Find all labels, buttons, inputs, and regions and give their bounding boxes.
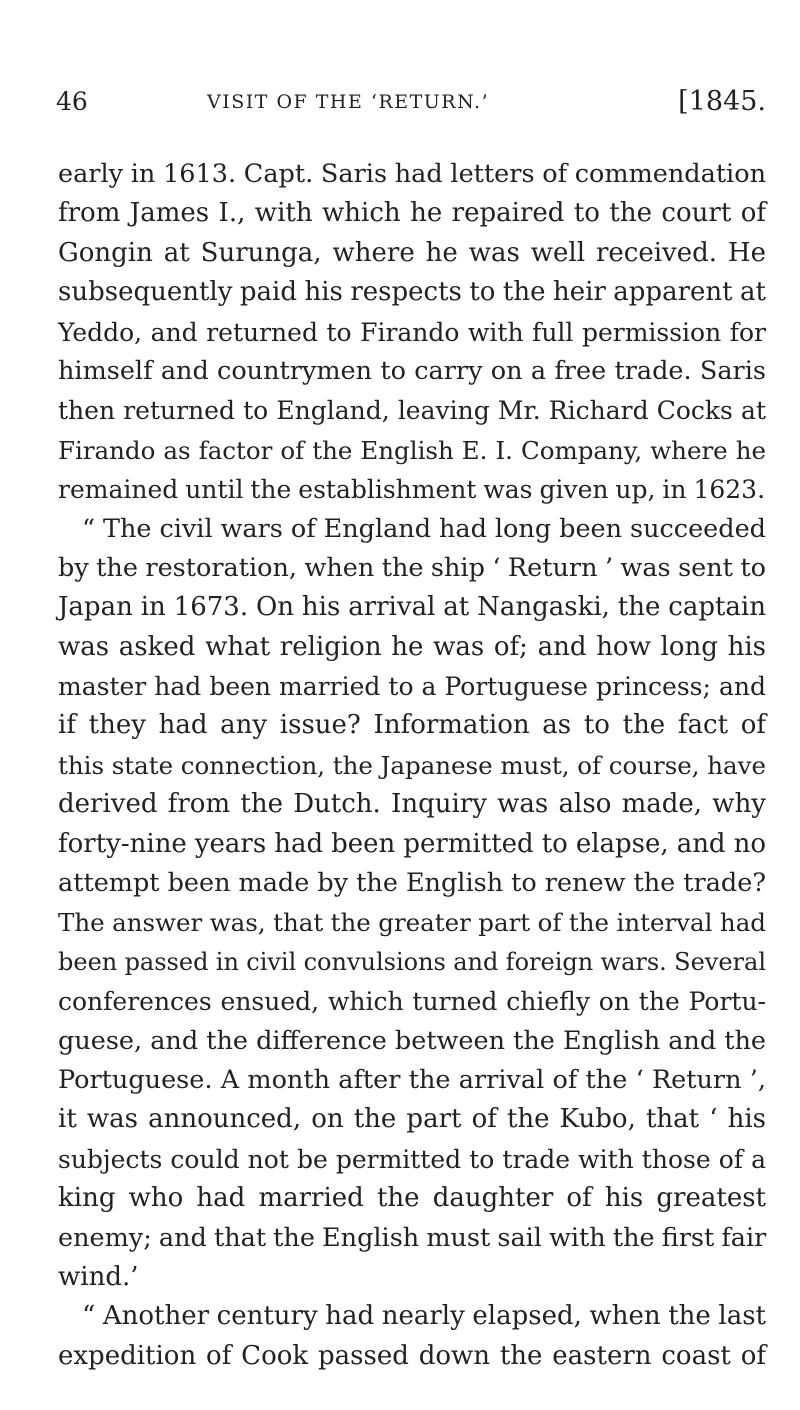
text-line: Portuguese. A month after the arrival of the ‘ Return ’, (58, 1064, 766, 1095)
text-line: guese, and the difference between the English and the (58, 1025, 766, 1056)
text-line: Gongin at Surunga, where he was well received. He (58, 237, 766, 268)
text-line: remained until the establishment was given up, in 1623. (58, 475, 766, 505)
text-line: Japan in 1673. On his arrival at Nangaski, the captain (58, 592, 766, 623)
text-line: king who had married the daughter of his greatest (58, 1183, 766, 1214)
text-line: himself and countrymen to carry on a free trade. Saris (58, 355, 766, 386)
text-line: “ The civil wars of England had long been succeeded (82, 513, 766, 544)
text-line: master had been married to a Portuguese princess; and (58, 672, 766, 702)
text-line: wind.’ (58, 1261, 139, 1292)
text-line: this state connection, the Japanese must, of course, have (58, 750, 766, 780)
text-line: then returned to England, leaving Mr. Richard Cocks at (58, 396, 766, 426)
text-line: Yeddo, and returned to Firando with full permission for (58, 317, 766, 347)
text-line: subsequently paid his respects to the heir apparent at (58, 277, 766, 308)
text-line: enemy; and that the English must sail with the first fair (58, 1222, 767, 1253)
running-header (56, 84, 766, 120)
text-line: subjects could not be permitted to trade with those of a (58, 1144, 766, 1174)
text-line: attempt been made by the English to renew the trade? (58, 868, 766, 899)
text-line: if they had any issue? Information as to the fact of (58, 710, 766, 741)
text-line: derived from the Dutch. Inquiry was also made, why (58, 789, 766, 820)
text-line: forty-nine years had been permitted to elapse, and no (58, 828, 766, 859)
header-year: [1845. (678, 86, 766, 117)
text-line: by the restoration, when the ship ‘ Return ’ was sent to (58, 552, 766, 583)
text-line: “ Another century had nearly elapsed, when the last (82, 1301, 766, 1332)
page-number: 46 (56, 87, 88, 116)
text-line: it was announced, on the part of the Kubo, that ‘ his (58, 1104, 766, 1135)
text-line: expedition of Cook passed down the eastern coast of (58, 1340, 766, 1371)
text-line: early in 1613. Capt. Saris had letters of commendation (58, 159, 766, 189)
text-line: from James I., with which he repaired to the court of (58, 198, 766, 229)
body-text (58, 155, 766, 1376)
text-line: The answer was, that the greater part of the interval had (58, 908, 766, 938)
text-line: been passed in civil convulsions and foreign wars. Several (58, 947, 766, 976)
text-line: Firando as factor of the English E. I. Company, where he (58, 435, 766, 465)
running-title: VISIT OF THE ‘RETURN.’ (207, 91, 490, 113)
text-line: was asked what religion he was of; and how long his (58, 631, 766, 662)
text-line: conferences ensued, which turned chiefly on the Portu- (58, 987, 766, 1017)
